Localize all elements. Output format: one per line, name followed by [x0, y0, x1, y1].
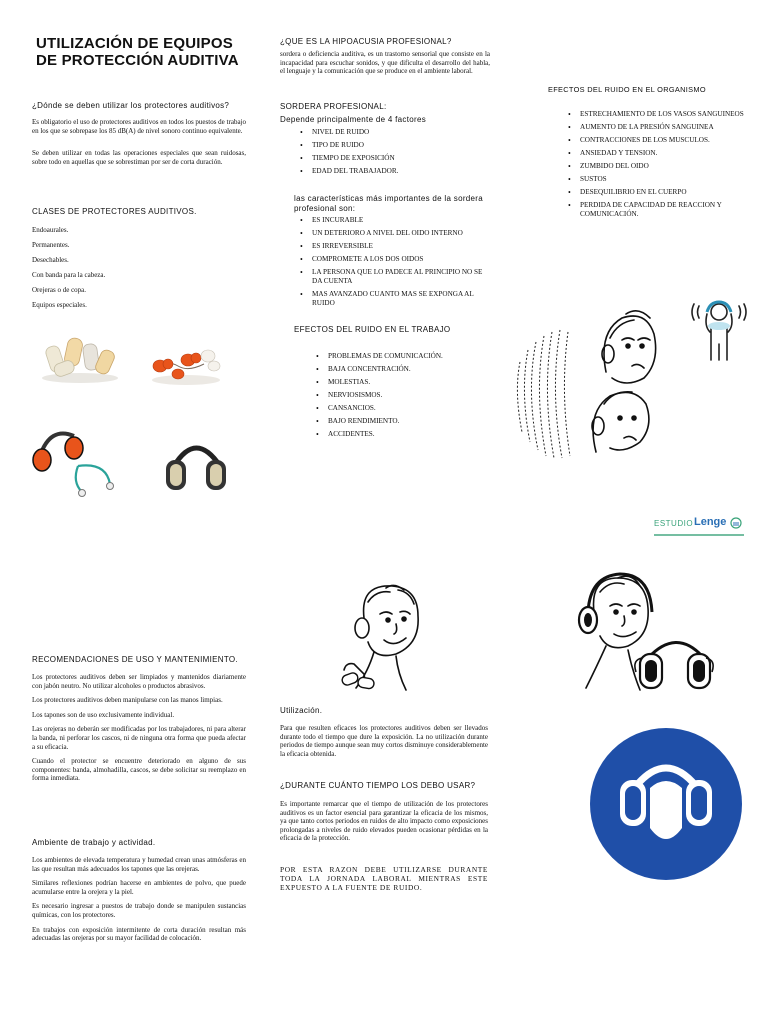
characteristics-intro: las características más importantes de la sordera profesional son: [294, 194, 483, 213]
sordera-heading: SORDERA PROFESIONAL: [280, 102, 387, 111]
man-with-earplugs-illustration [334, 578, 440, 696]
list-item: • CANSANCIOS. [312, 404, 492, 413]
logo-underline [654, 534, 744, 536]
clases-heading: CLASES DE PROTECTORES AUDITIVOS. [32, 207, 197, 216]
list-item: • MAS AVANZADO CUANTO MAS SE EXPONGA AL RUIDO [296, 290, 492, 308]
person-covering-ears-icon [690, 292, 748, 364]
list-item: • UN DETERIORO A NIVEL DEL OIDO INTERNO [296, 229, 492, 238]
work-effects-list [312, 352, 492, 443]
list-item: • PERDIDA DE CAPACIDAD DE REACCION Y COMUNICACIÓN. [564, 201, 750, 219]
list-item: • MOLESTIAS. [312, 378, 492, 387]
list-item: Desechables. [32, 256, 69, 264]
emphasis-statement: POR ESTA RAZON DEBE UTILIZARSE DURANTE TODA LA JORNADA LABORAL MIENTRAS ESTE EXPUESTO A LA FUENTE DE RUIDO. [280, 865, 488, 892]
body-effects-heading: EFECTOS DEL RUIDO EN EL ORGANISMO [548, 85, 706, 94]
list-item: Permanentes. [32, 241, 70, 249]
foam-earplugs-image [38, 328, 122, 384]
title-line-1: UTILIZACIÓN DE EQUIPOS [36, 35, 233, 52]
list-item: • COMPROMETE A LOS DOS OIDOS [296, 255, 492, 264]
list-item: • BAJO RENDIMIENTO. [312, 417, 492, 426]
list-item: • ESTRECHAMIENTO DE LOS VASOS SANGUINEOS [564, 110, 750, 119]
logo-word-estudio: ESTUDIO [654, 519, 694, 528]
list-item: • DESEQUILIBRIO EN EL CUERPO [564, 188, 750, 197]
paragraph-special-ops: Se deben utilizar en todas las operaciones especiales que sean ruidosas, sobre todo en aquellas que se sobrestiman por ser de corta duración. [32, 149, 246, 166]
noise-exposure-illustration [514, 292, 664, 464]
environment-paragraphs [32, 856, 246, 949]
paragraph: En trabajos con exposición intermitente de corta duración resultan más adecuadas las orejeras por su mayor facilidad de colocación. [32, 925, 246, 943]
hipoacusia-question: ¿QUE ES LA HIPOACUSIA PROFESIONAL? [280, 37, 452, 46]
list-item: • PROBLEMAS DE COMUNICACIÓN. [312, 352, 492, 361]
paragraph: Es necesario ingresar a puestos de trabajo donde se manipulen sustancias químicas, con los protectores. [32, 902, 246, 919]
list-item: Orejeras o de copa. [32, 286, 87, 294]
list-item: • ES INCURABLE [296, 216, 492, 225]
flanged-earplugs-image [148, 336, 224, 386]
body-effects-list [564, 110, 750, 223]
factors-list [296, 128, 496, 180]
clases-list [32, 226, 232, 316]
utilization-heading: Utilización. [280, 706, 323, 715]
list-item: Endoaurales. [32, 226, 69, 234]
list-item: • ES IRREVERSIBLE [296, 242, 492, 251]
list-item: • ANSIEDAD Y TENSION. [564, 149, 750, 158]
cup-earmuffs-image [160, 436, 234, 498]
list-item: Con banda para la cabeza. [32, 271, 106, 279]
duration-question: ¿DURANTE CUÁNTO TIEMPO LOS DEBO USAR? [280, 781, 476, 790]
paragraph: Los ambientes de elevada temperatura y humedad crean unas atmósferas en las que resultan más adecuados los tapones que las orejeras. [32, 856, 246, 873]
list-item: • CONTRACCIONES DE LOS MUSCULOS. [564, 136, 750, 145]
paragraph-mandatory: Es obligatorio el uso de protectores auditivos en todos los puestos de trabajo en los que se sobrepase los 85 dB(A) de nivel sonoro continuo equivalente. [32, 118, 246, 135]
list-item: • LA PERSONA QUE LO PADECE AL PRINCIPIO NO SE DA CUENTA [296, 268, 492, 286]
list-item: • SUSTOS [564, 175, 750, 184]
work-effects-heading: EFECTOS DEL RUIDO EN EL TRABAJO [294, 325, 451, 334]
list-item: • TIPO DE RUIDO [296, 141, 496, 150]
paragraph: Las orejeras no deberán ser modificadas por los trabajadores, ni para alterar la banda, ni perforar los cascos, ni de ninguna otra forma que pueda afectar a su eficacia. [32, 725, 246, 751]
list-item: • AUMENTO DE LA PRESIÓN SANGUINEA [564, 123, 750, 132]
paragraph: Los tapones son de uso exclusivamente individual. [32, 710, 175, 719]
list-item: Equipos especiales. [32, 301, 87, 309]
headband-earmuffs-image [30, 426, 122, 498]
list-item: • ACCIDENTES. [312, 430, 492, 439]
paragraph: Cuando el protector se encuentre deteriorado en alguno de sus componentes: banda, almohadilla, cascos, se debe solicitar su reemplazo en forma inmediata. [32, 757, 246, 783]
mandatory-hearing-protection-sign-icon [588, 726, 744, 882]
environment-heading: Ambiente de trabajo y actividad. [32, 838, 156, 847]
title-line-2: DE PROTECCIÓN AUDITIVA [36, 52, 239, 69]
list-item: • NERVIOSISMOS. [312, 391, 492, 400]
sordera-subheading: Depende principalmente de 4 factores [280, 115, 426, 124]
characteristics-list [296, 216, 492, 312]
paragraph: Los protectores auditivos deben ser limpiados y mantenidos diariamente con jabón neutro. No utilizar alcoholes o productos abrasivos. [32, 673, 246, 690]
estudio-lenge-logo [654, 516, 744, 538]
document-title [36, 35, 246, 69]
paragraph: Los protectores auditivos deben manipularse con las manos limpias. [32, 696, 223, 705]
recommendations-paragraphs [32, 673, 246, 789]
recommendations-heading: RECOMENDACIONES DE USO Y MANTENIMIENTO. [32, 655, 238, 664]
paragraph: Similares reflexiones podrían hacerse en ambientes de polvo, que puede acumularse entre la orejera y la piel. [32, 879, 246, 896]
list-item: • EDAD DEL TRABAJADOR. [296, 167, 496, 176]
logo-mark-icon [730, 517, 742, 529]
logo-word-lenge: Lenge [694, 516, 727, 528]
duration-paragraph: Es importante remarcar que el tiempo de utilización de los protectores auditivos es un factor esencial para garantizar la eficacia de los mismos, ya que tanto cortos periodos en ruidos de alto impacto como exposiciones prolongadas a niveles de ruido elevados pueden ocasionar pérdidas en la eficacia de la protección. [280, 800, 488, 843]
man-with-earmuffs-illustration [566, 572, 716, 700]
list-item: • TIEMPO DE EXPOSICIÓN [296, 154, 496, 163]
intro-paragraphs [32, 118, 246, 172]
list-item: • BAJA CONCENTRACIÓN. [312, 365, 492, 374]
hipoacusia-definition: sordera o deficiencia auditiva, es un trastorno sensorial que consiste en la incapacidad para escuchar sonidos, y que dificulta el desarrollo del habla, el lenguaje y la comunicación que se produce en el ambiente laboral. [280, 50, 490, 76]
list-item: • NIVEL DE RUIDO [296, 128, 496, 137]
utilization-paragraph: Para que resulten eficaces los protectores auditivos deben ser llevados durante todo el tiempo que dure la exposición. La no utilización durante periodos de tiempo aunque sean muy cortos disminuye considerablemente la eficacia obtenida. [280, 724, 489, 758]
list-item: • ZUMBIDO DEL OIDO [564, 162, 750, 171]
question-where: ¿Dónde se deben utilizar los protectores auditivos? [32, 101, 230, 110]
